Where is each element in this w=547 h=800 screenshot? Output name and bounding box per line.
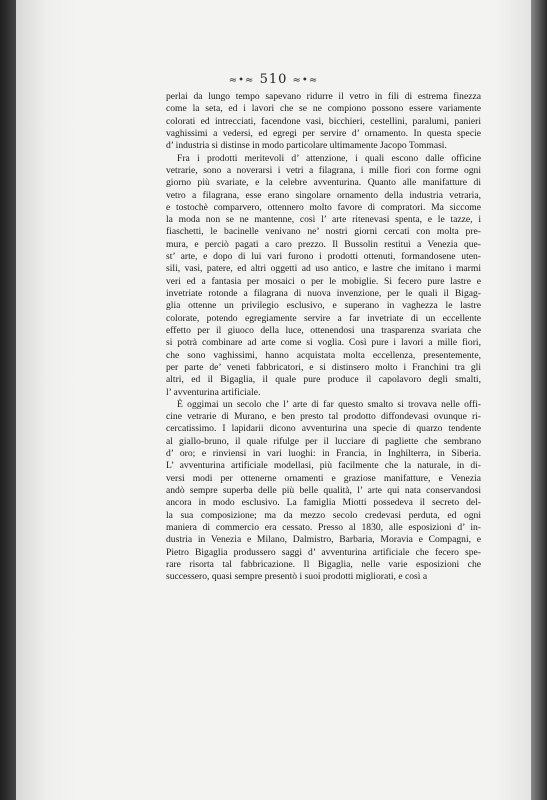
text-line: d’ oro; e rinviensi in vari luoghi: in Francia, in Inghilterra, in Siberia.: [166, 448, 481, 460]
text-line: cercatissimo. I lapidarii dicono avventurina una specie di quarzo tendente: [166, 423, 481, 435]
text-line: perlai da lungo tempo sapevano ridurre il vetro in fili di estrema finezza: [166, 91, 481, 102]
text-line: si potrà combinare ad arte come si voglia. Così pure i lavori a mille fiori,: [166, 337, 481, 349]
text-line: cine vetrarie di Murano, e ben presto tal prodotto diffondevasi ovunque ri-: [166, 411, 481, 423]
book-edge-right: [531, 0, 547, 800]
text-line: vetro a filagrana, esse erano singolare ornamento della industria vetraria,: [166, 189, 481, 201]
text-line: che sono vaghissimi, hanno acquistata molta eccellenza, presentemente,: [166, 349, 481, 361]
text-line: d’ industria si distinse in modo particolare ultimamente Jacopo Tommasi.: [166, 140, 447, 152]
text-line: mura, e perciò pagati a caro prezzo. Il Bussolin restituì a Venezia que-: [166, 238, 481, 250]
text-line: colorati ed intrecciati, facendone vasi, bicchieri, cestellini, paralumi, panieri: [166, 115, 481, 127]
text-line: fiaschetti, le bacinelle venivano ne’ nostri giorni cercati con molta pre-: [166, 226, 481, 238]
text-line: e tostochè comparvero, ottennero molto favore di compratori. Ma siccome: [166, 201, 481, 213]
text-line: la moda non se ne mantenne, così l’ arte ritenevasi spenta, e le tazze, i: [166, 214, 481, 226]
text-line: la sua composizione; ma da mezzo secolo credevasi perduta, ed ogni: [166, 509, 481, 521]
text-line: come la seta, ed i lavori che se ne compiono possono essere variamente: [166, 103, 481, 115]
text-line: andò sempre superba delle più belle qualità, l’ arte qui nata conservandosi: [166, 485, 481, 496]
text-line: colorate, potendo egregiamente servire a far invetriate di un eccellente: [166, 312, 481, 324]
paragraph: [166, 153, 481, 399]
text-line: glia ottenne un privilegio esclusivo, e superano in vaghezza le lastre: [166, 300, 481, 312]
text-line: vetrarie, sono a noverarsi i vetri a filagrana, i mille fiori con forme ogni: [166, 164, 481, 176]
text-line: l’ avventurina artificiale.: [166, 386, 261, 398]
text-line: maniera di commercio era cessato. Presso al 1830, alle esposizioni d’ in-: [166, 521, 481, 533]
text-line: ancora in modo esclusivo. La famiglia Miotti possedeva il secreto del-: [166, 497, 481, 509]
text-line: sili, vasi, patere, ed altri oggetti ad uso antico, e lastre che imitano i marmi: [166, 263, 481, 275]
text-line: Pietro Bigaglia produssero saggi d’ avventurina artificiale che fecero spe-: [166, 546, 481, 558]
paragraph: [166, 399, 481, 584]
text-line: successero, quasi sempre presentò i suoi prodotti migliorati, e così a: [166, 571, 428, 583]
text-line: altri, ed il Bigaglia, il quale pure produce il capolavoro degli smalti,: [166, 374, 481, 386]
text-line: per parte de’ veneti fabbricatori, e si distinsero molto i Franchini tra gli: [166, 361, 481, 373]
page-number: 510: [259, 72, 288, 87]
paragraph: [166, 91, 481, 153]
text-line: È oggimai un secolo che l’ arte di far questo smalto si trovava nelle offi-: [177, 398, 481, 410]
text-line: Fra i prodotti meritevoli d’ attenzione, i quali escono dalle officine: [177, 152, 481, 164]
text-line: L’ avventurina artificiale modellasi, più facilmente che la naturale, in di-: [166, 460, 481, 472]
page-header: [0, 72, 547, 87]
text-line: rare risorta tal fabbricazione. Il Bigaglia, nelle varie esposizioni che: [166, 558, 481, 570]
text-line: giorno più svariate, e la celebre avventurina. Quanto alle manifatture di: [166, 177, 481, 189]
header-ornament-left: ≈•≈: [228, 75, 255, 86]
text-line: vaghissimi a vedersi, ed egregi per servire d’ ornamento. In questa specie: [166, 127, 481, 139]
text-line: al giallo-bruno, il quale rifulge per il lucciare di pagliette che sembrano: [166, 435, 481, 447]
text-line: invetriate rotonde a filagrana di nuova invenzione, per le quali il Bigag-: [166, 288, 481, 299]
text-line: veri ed a fantasia per mosaici o per le mobiglie. Si fecero pure lastre e: [166, 275, 481, 287]
text-line: st’ arte, e dopo di lui vari furono i prodotti ottenuti, formandosene uten-: [166, 251, 481, 263]
text-line: effetto per il giuoco della luce, ottenendosi una trasparenza svariata che: [166, 324, 481, 336]
text-line: dustria in Venezia e Milano, Dalmistro, Barbaria, Moravia e Compagni, e: [166, 534, 481, 546]
header-ornament-right: ≈•≈: [292, 75, 319, 86]
text-line: versi modi per ottenerne ornamenti e graziose manifatture, e Venezia: [166, 472, 481, 484]
body-text: [166, 91, 481, 584]
